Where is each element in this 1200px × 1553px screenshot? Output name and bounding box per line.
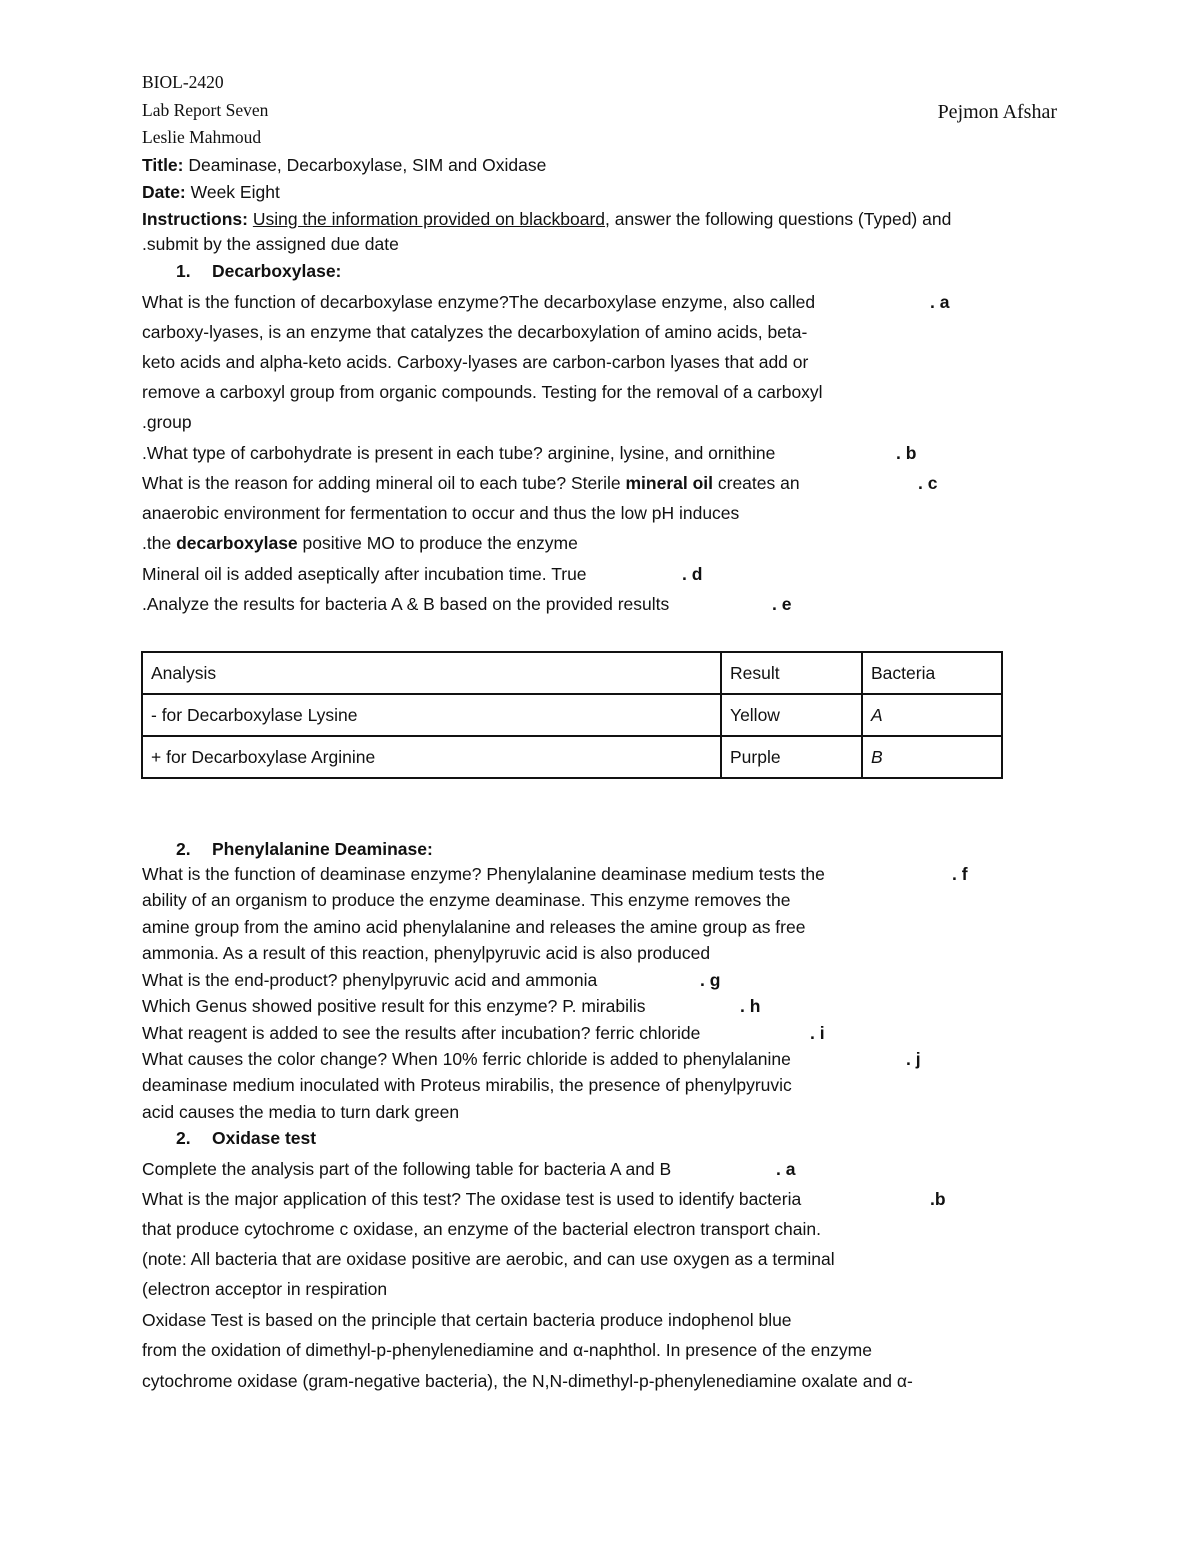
q1e-line: .Analyze the results for bacteria A & B based on the provided results [142, 594, 670, 614]
course-code: BIOL-2420 [142, 72, 224, 92]
q2f-line: ammonia. As a result of this reaction, phenylpyruvic acid is also produced [142, 943, 711, 963]
q3b-marker: .b [930, 1189, 946, 1209]
table-cell: + for Decarboxylase Arginine [142, 736, 721, 778]
q1c-line [142, 535, 578, 553]
q1a-line: carboxy-lyases, is an enzyme that catalyzes the decarboxylation of amino acids, beta- [142, 322, 808, 342]
table-header-cell: Analysis [142, 652, 721, 694]
q3b-line: (note: All bacteria that are oxidase positive are aerobic, and can use oxygen as a terminal [142, 1249, 835, 1269]
q2h-marker: . h [740, 996, 761, 1016]
section-2-number: 2. [176, 839, 191, 859]
instructor-name: Leslie Mahmoud [142, 127, 262, 147]
table-header-cell: Bacteria [862, 652, 1002, 694]
table-row [142, 694, 1002, 736]
q3b-line: from the oxidation of dimethyl-p-phenylenediamine and α-naphthol. In presence of the enzyme [142, 1340, 872, 1360]
q2j-line: acid causes the media to turn dark green [142, 1102, 460, 1122]
q2f-line: ability of an organism to produce the enzyme deaminase. This enzyme removes the [142, 890, 791, 910]
q2i-line: What reagent is added to see the results after incubation? ferric chloride [142, 1023, 701, 1043]
table-cell: - for Decarboxylase Lysine [142, 694, 721, 736]
instructions-link[interactable]: Using the information provided on blackboard [252, 209, 606, 229]
author-name: Pejmon Afshar [937, 101, 1057, 123]
q1a-marker: . a [930, 292, 950, 312]
q1d-line: Mineral oil is added aseptically after incubation time. True [142, 564, 587, 584]
q2j-marker: . j [906, 1049, 921, 1069]
section-2-heading: Phenylalanine Deaminase: [212, 839, 433, 859]
q2g-line: What is the end-product? phenylpyruvic acid and ammonia [142, 970, 598, 990]
section-1-number: 1. [176, 261, 191, 281]
instructions-line [142, 211, 951, 229]
q3a-marker: . a [776, 1159, 796, 1179]
results-table [141, 651, 1003, 779]
q2i-marker: . i [810, 1023, 825, 1043]
q3a-line: Complete the analysis part of the following table for bacteria A and B [142, 1159, 672, 1179]
q1c-text: creates an [713, 473, 800, 493]
q2f-line: What is the function of deaminase enzyme? Phenylalanine deaminase medium tests the [142, 864, 825, 884]
date-label: Date: [142, 182, 186, 202]
report-title: Lab Report Seven [142, 100, 269, 120]
title-line [142, 157, 546, 175]
q1c-line: anaerobic environment for fermentation to occur and thus the low pH induces [142, 503, 740, 523]
q1c-text: What is the reason for adding mineral oil to each tube? Sterile [142, 473, 626, 493]
q1b-line: .What type of carbohydrate is present in each tube? arginine, lysine, and ornithine [142, 443, 776, 463]
date-value: Week Eight [190, 182, 280, 202]
date-line [142, 184, 280, 202]
section-3-number: 2. [176, 1128, 191, 1148]
q3b-line: (electron acceptor in respiration [142, 1279, 388, 1299]
q1c-bold: decarboxylase [176, 533, 298, 553]
q2j-line: deaminase medium inoculated with Proteus mirabilis, the presence of phenylpyruvic [142, 1075, 792, 1095]
q1a-line: .group [142, 412, 192, 432]
q2j-line: What causes the color change? When 10% ferric chloride is added to phenylalanine [142, 1049, 791, 1069]
q1e-marker: . e [772, 594, 792, 614]
q3b-line: What is the major application of this test? The oxidase test is used to identify bacteria [142, 1189, 802, 1209]
q2h-line: Which Genus showed positive result for this enzyme? P. mirabilis [142, 996, 646, 1016]
table-header-cell: Result [721, 652, 862, 694]
q2f-line: amine group from the amino acid phenylalanine and releases the amine group as free [142, 917, 806, 937]
q2f-marker: . f [952, 864, 968, 884]
q3b-line: Oxidase Test is based on the principle that certain bacteria produce indophenol blue [142, 1310, 792, 1330]
q1c-line [142, 475, 800, 493]
instructions-line-2: .submit by the assigned due date [142, 234, 399, 254]
q1c-bold: mineral oil [625, 473, 713, 493]
instructions-text: , answer the following questions (Typed) and [605, 209, 952, 229]
title-label: Title: [142, 155, 184, 175]
q1c-marker: . c [918, 473, 938, 493]
table-row [142, 736, 1002, 778]
section-3-heading: Oxidase test [212, 1128, 317, 1148]
q3b-line: that produce cytochrome c oxidase, an enzyme of the bacterial electron transport chain. [142, 1219, 821, 1239]
q1c-text: positive MO to produce the enzyme [297, 533, 578, 553]
table-header-row [142, 652, 1002, 694]
q1a-line: What is the function of decarboxylase enzyme?The decarboxylase enzyme, also called [142, 292, 816, 312]
q1b-marker: . b [896, 443, 917, 463]
q1a-line: keto acids and alpha-keto acids. Carboxy-lyases are carbon-carbon lyases that add or [142, 352, 809, 372]
table-cell: B [862, 736, 1002, 778]
q3b-line: cytochrome oxidase (gram-negative bacteria), the N,N-dimethyl-p-phenylenediamine oxalate and α- [142, 1371, 913, 1391]
q1a-line: remove a carboxyl group from organic compounds. Testing for the removal of a carboxyl [142, 382, 823, 402]
q2g-marker: . g [700, 970, 721, 990]
section-1-heading: Decarboxylase: [212, 261, 342, 281]
q1c-text: .the [142, 533, 177, 553]
q1d-marker: . d [682, 564, 703, 584]
title-value: Deaminase, Decarboxylase, SIM and Oxidase [188, 155, 547, 175]
instructions-label: Instructions: [142, 209, 248, 229]
table-cell: Yellow [721, 694, 862, 736]
table-cell: A [862, 694, 1002, 736]
table-cell: Purple [721, 736, 862, 778]
